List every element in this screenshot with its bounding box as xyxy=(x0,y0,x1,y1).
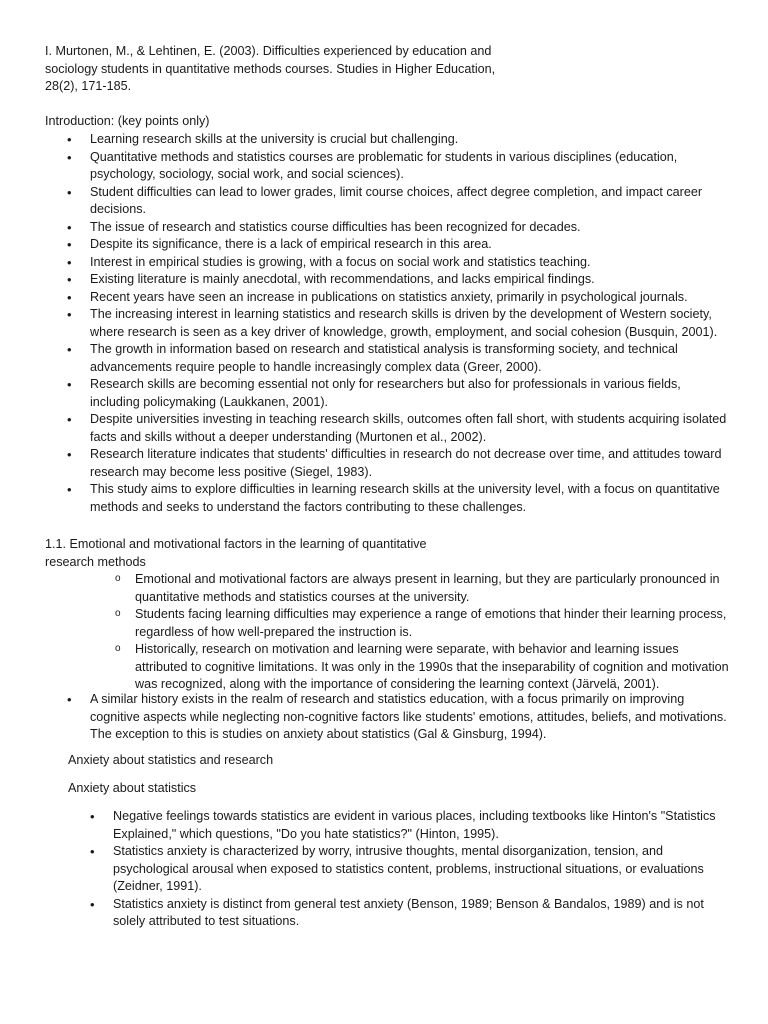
list-item: • Research skills are becoming essential not only for researchers but also for professionals in various fields, including policymaking (Laukkanen, 2001). xyxy=(90,376,730,411)
list-item: • Despite its significance, there is a lack of empirical research in this area. xyxy=(90,236,730,254)
subheading-anxiety-statistics-research: Anxiety about statistics and research xyxy=(68,753,274,767)
list-item: • A similar history exists in the realm of research and statistics education, with a focus primarily on improving cognitive aspects while neglecting non-cognitive factors like students' emotions, attitudes, beliefs, and motivations. The exception to this is studies on anxiety about statistics (Gal & Ginsburg, 1994). xyxy=(90,691,730,744)
section-heading: 1.1. Emotional and motivational factors in the learning of quantitative research methods xyxy=(45,537,427,569)
subheading-anxiety-statistics: Anxiety about statistics xyxy=(68,781,197,795)
reference-citation: I. Murtonen, M., & Lehtinen, E. (2003). Difficulties experienced by education and sociology students in quantitative methods courses. Studies in Higher Education, 28(2), 171-185. xyxy=(45,44,496,93)
list-item: • This study aims to explore difficulties in learning research skills at the university level, with a focus on quantitative methods and seeks to understand the factors contributing to these challenges. xyxy=(90,481,730,516)
list-item: o Emotional and motivational factors are always present in learning, but they are particularly pronounced in quantitative methods and statistics courses at the university. xyxy=(135,571,730,606)
list-item: • Statistics anxiety is distinct from general test anxiety (Benson, 1989; Benson & Bandalos, 1989) and is not solely attributed to test situations. xyxy=(113,896,730,931)
list-item: o Historically, research on motivation and learning were separate, with behavior and learning issues attributed to cognitive limitations. It was only in the 1990s that the inseparability of cognition and motivation was recognized, along with the importance of considering the learning context (Järvelä, 2001). xyxy=(135,641,730,694)
list-item: • Research literature indicates that students' difficulties in research do not decrease over time, and attitudes toward research may become less positive (Siegel, 1983). xyxy=(90,446,730,481)
intro-heading: Introduction: (key points only) xyxy=(45,114,210,128)
list-item: • Quantitative methods and statistics courses are problematic for students in various disciplines (education, psychology, sociology, social work, and social sciences). xyxy=(90,149,730,184)
list-item: • Existing literature is mainly anecdotal, with recommendations, and lacks empirical findings. xyxy=(90,271,730,289)
list-item: • Negative feelings towards statistics are evident in various places, including textbooks like Hinton's "Statistics Explained," which questions, "Do you hate statistics?" (Hinton, 1995). xyxy=(113,808,730,843)
intro-list xyxy=(90,131,730,516)
list-item: • The growth in information based on research and statistical analysis is transforming society, and technical advancements require people to handle increasingly complex data (Greer, 2000). xyxy=(90,341,730,376)
list-item: • Interest in empirical studies is growing, with a focus on social work and statistics teaching. xyxy=(90,254,730,272)
list-item: • The issue of research and statistics course difficulties has been recognized for decades. xyxy=(90,219,730,237)
section-sublist xyxy=(135,571,730,694)
list-item: • Recent years have seen an increase in publications on statistics anxiety, primarily in psychological journals. xyxy=(90,289,730,307)
list-item: • The increasing interest in learning statistics and research skills is driven by the development of Western society, where research is seen as a key driver of knowledge, growth, employment, and social cohesion (Busquin, 2001). xyxy=(90,306,730,341)
anxiety-list xyxy=(113,808,730,931)
list-item: • Learning research skills at the university is crucial but challenging. xyxy=(90,131,730,149)
list-item: • Student difficulties can lead to lower grades, limit course choices, affect degree completion, and impact career decisions. xyxy=(90,184,730,219)
list-item: o Students facing learning difficulties may experience a range of emotions that hinder their learning process, regardless of how well-prepared the instruction is. xyxy=(135,606,730,641)
history-list xyxy=(90,691,730,744)
list-item: • Despite universities investing in teaching research skills, outcomes often fall short, with students acquiring isolated facts and skills without a deeper understanding (Murtonen et al., 2002). xyxy=(90,411,730,446)
list-item: • Statistics anxiety is characterized by worry, intrusive thoughts, mental disorganization, tension, and psychological arousal when exposed to statistics content, problems, instructional situations, or evaluations (Zeidner, 1991). xyxy=(113,843,730,896)
